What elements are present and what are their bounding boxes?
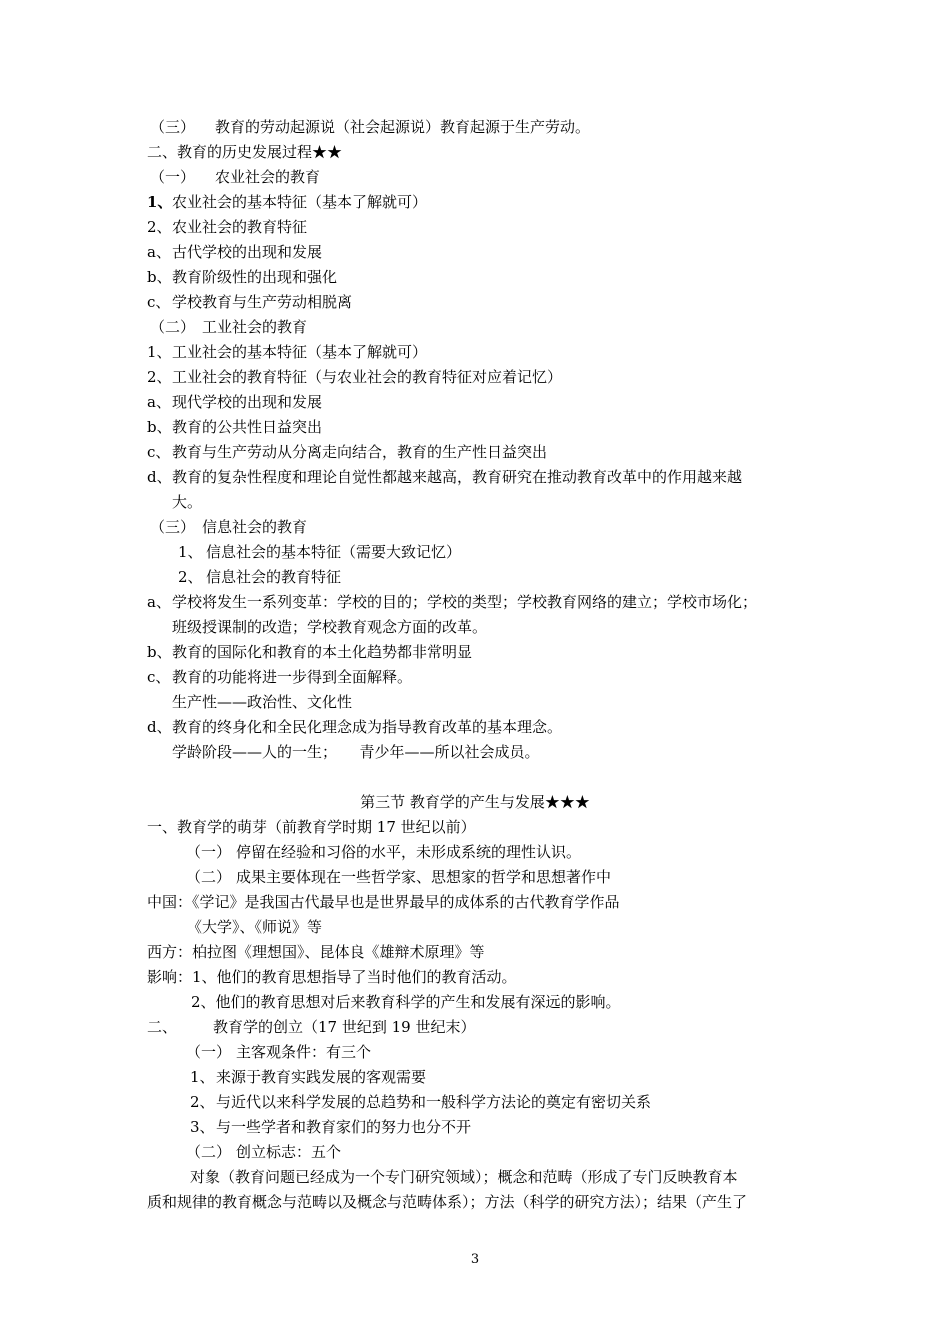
- line-label: d、: [147, 468, 172, 486]
- line-label: c、: [147, 443, 171, 461]
- line-label: 1、: [147, 343, 172, 361]
- line-text: 教育的国际化和教育的本土化趋势都非常明显: [172, 643, 473, 661]
- line-text: 农业社会的基本特征（基本了解就可）: [172, 193, 428, 211]
- section-title: 第三节 教育学的产生与发展★★★: [360, 793, 590, 811]
- line-label: 2、: [147, 218, 172, 236]
- line-label: a、: [147, 243, 171, 261]
- text-line: [147, 392, 322, 412]
- line-text: 学校将发生一系列变革：学校的目的；学校的类型；学校教育网络的建立；学校市场化；: [172, 593, 758, 611]
- text-line: [191, 992, 621, 1012]
- line-text: 农业社会的教育: [215, 168, 321, 186]
- text-line: [147, 217, 307, 237]
- line-label: b、: [147, 268, 172, 286]
- line-text: 教育阶级性的出现和强化: [172, 268, 338, 286]
- line-text: 二、教育的历史发展过程★★: [147, 143, 343, 161]
- line-label: 1、: [178, 543, 203, 561]
- line-text: 质和规律的教育概念与范畴以及概念与范畴体系）；方法（科学的研究方法）；结果（产生了: [147, 1193, 748, 1211]
- line-text: 生产性——政治性、文化性: [172, 693, 353, 711]
- line-text: 教育的公共性日益突出: [172, 418, 323, 436]
- line-text: 大。: [172, 493, 203, 511]
- text-line: [190, 1167, 738, 1187]
- text-line: [172, 617, 487, 637]
- line-text: 来源于教育实践发展的客观需要: [216, 1068, 427, 1086]
- text-line: [147, 367, 562, 387]
- line-label: 2、: [190, 1093, 215, 1111]
- line-text: 信息社会的教育: [202, 518, 308, 536]
- line-label: （一）: [186, 843, 232, 861]
- text-line: [150, 167, 320, 187]
- line-label: 2、: [178, 568, 203, 586]
- line-label: b、: [147, 418, 172, 436]
- text-line: [172, 692, 352, 712]
- line-label: 2、: [147, 368, 172, 386]
- text-line: [150, 117, 590, 137]
- line-label: （三）: [150, 118, 196, 136]
- text-line: [178, 567, 341, 587]
- text-line: [186, 1042, 371, 1062]
- text-line: [147, 717, 562, 737]
- text-line: [190, 1092, 651, 1112]
- line-text: 影响：1、他们的教育思想指导了当时他们的教育活动。: [147, 968, 517, 986]
- text-line: [147, 667, 412, 687]
- text-line: [186, 867, 611, 887]
- line-label: b、: [147, 643, 172, 661]
- line-text: 教育学的创立（17 世纪到 19 世纪末）: [213, 1018, 476, 1036]
- line-label: （二）: [186, 868, 232, 886]
- line-text: 班级授课制的改造；学校教育观念方面的改革。: [172, 618, 488, 636]
- text-line: [147, 817, 476, 837]
- text-line: [147, 192, 427, 212]
- line-label: a、: [147, 393, 171, 411]
- line-label: 3、: [190, 1118, 215, 1136]
- text-line: [147, 592, 757, 612]
- line-text: 现代学校的出现和发展: [172, 393, 323, 411]
- text-line: [178, 542, 461, 562]
- text-line: [147, 467, 742, 487]
- line-text: 信息社会的基本特征（需要大致记忆）: [206, 543, 462, 561]
- line-text: 教育的终身化和全民化理念成为指导教育改革的基本理念。: [172, 718, 563, 736]
- line-text: 教育的劳动起源说（社会起源说）教育起源于生产劳动。: [215, 118, 591, 136]
- line-label: 二、: [147, 1018, 178, 1036]
- text-line: [190, 1117, 471, 1137]
- line-label: （一）: [150, 168, 196, 186]
- line-text: 与一些学者和教育家们的努力也分不开: [216, 1118, 472, 1136]
- text-line: [187, 917, 322, 937]
- text-line: [147, 292, 352, 312]
- line-text: 一、教育学的萌芽（前教育学时期 17 世纪以前）: [147, 818, 476, 836]
- line-text: 教育的功能将进一步得到全面解释。: [172, 668, 413, 686]
- line-label: c、: [147, 668, 171, 686]
- text-line: [147, 417, 322, 437]
- text-line: [147, 442, 547, 462]
- line-text: 中国：《学记》是我国古代最早也是世界最早的成体系的古代教育学作品: [147, 893, 620, 911]
- line-label: a、: [147, 593, 171, 611]
- line-text: 工业社会的基本特征（基本了解就可）: [172, 343, 428, 361]
- text-line: [172, 742, 540, 762]
- text-line: [172, 492, 202, 512]
- line-text: 学校教育与生产劳动相脱离: [172, 293, 353, 311]
- line-label: 1、: [190, 1068, 215, 1086]
- text-line: [147, 967, 517, 987]
- text-line: [147, 1192, 747, 1212]
- line-text: 古代学校的出现和发展: [172, 243, 323, 261]
- line-label: 1、: [147, 193, 173, 211]
- line-label: （二）: [186, 1143, 232, 1161]
- page-number: 3: [470, 1252, 480, 1267]
- text-line: [147, 242, 322, 262]
- line-text: 2、他们的教育思想对后来教育科学的产生和发展有深远的影响。: [191, 993, 621, 1011]
- line-label: （三）: [150, 518, 196, 536]
- line-text: 教育的复杂性程度和理论自觉性都越来越高，教育研究在推动教育改革中的作用越来越: [172, 468, 743, 486]
- line-text: 教育与生产劳动从分离走向结合，教育的生产性日益突出: [172, 443, 548, 461]
- line-label: c、: [147, 293, 171, 311]
- line-text: 对象（教育问题已经成为一个专门研究领域）；概念和范畴（形成了专门反映教育本: [190, 1168, 738, 1186]
- line-text: 农业社会的教育特征: [172, 218, 308, 236]
- line-text: 工业社会的教育: [202, 318, 308, 336]
- line-text: 主客观条件：有三个: [236, 1043, 372, 1061]
- text-line: [186, 842, 581, 862]
- text-line: [147, 892, 620, 912]
- line-text: 创立标志：五个: [236, 1143, 342, 1161]
- line-text: 与近代以来科学发展的总趋势和一般科学方法论的奠定有密切关系: [216, 1093, 652, 1111]
- line-text: 信息社会的教育特征: [206, 568, 342, 586]
- text-line: [147, 142, 342, 162]
- line-text: 西方：柏拉图《理想国》、昆体良《雄辩术原理》等: [147, 943, 485, 961]
- line-label: （一）: [186, 1043, 232, 1061]
- line-text: 成果主要体现在一些哲学家、思想家的哲学和思想著作中: [236, 868, 612, 886]
- text-line: [190, 1067, 426, 1087]
- text-line: [147, 342, 427, 362]
- text-line: [150, 317, 307, 337]
- line-label: d、: [147, 718, 172, 736]
- text-line: [147, 942, 485, 962]
- line-text: 停留在经验和习俗的水平，未形成系统的理性认识。: [236, 843, 582, 861]
- text-line: [147, 267, 337, 287]
- line-text: 工业社会的教育特征（与农业社会的教育特征对应着记忆）: [172, 368, 563, 386]
- text-line: [147, 1017, 475, 1037]
- line-text: 《大学》、《师说》等: [187, 918, 323, 936]
- text-line: [150, 517, 307, 537]
- text-line: [147, 642, 472, 662]
- text-line: [186, 1142, 341, 1162]
- line-label: （二）: [150, 318, 196, 336]
- line-text: 学龄阶段——人的一生； 青少年——所以社会成员。: [172, 743, 540, 761]
